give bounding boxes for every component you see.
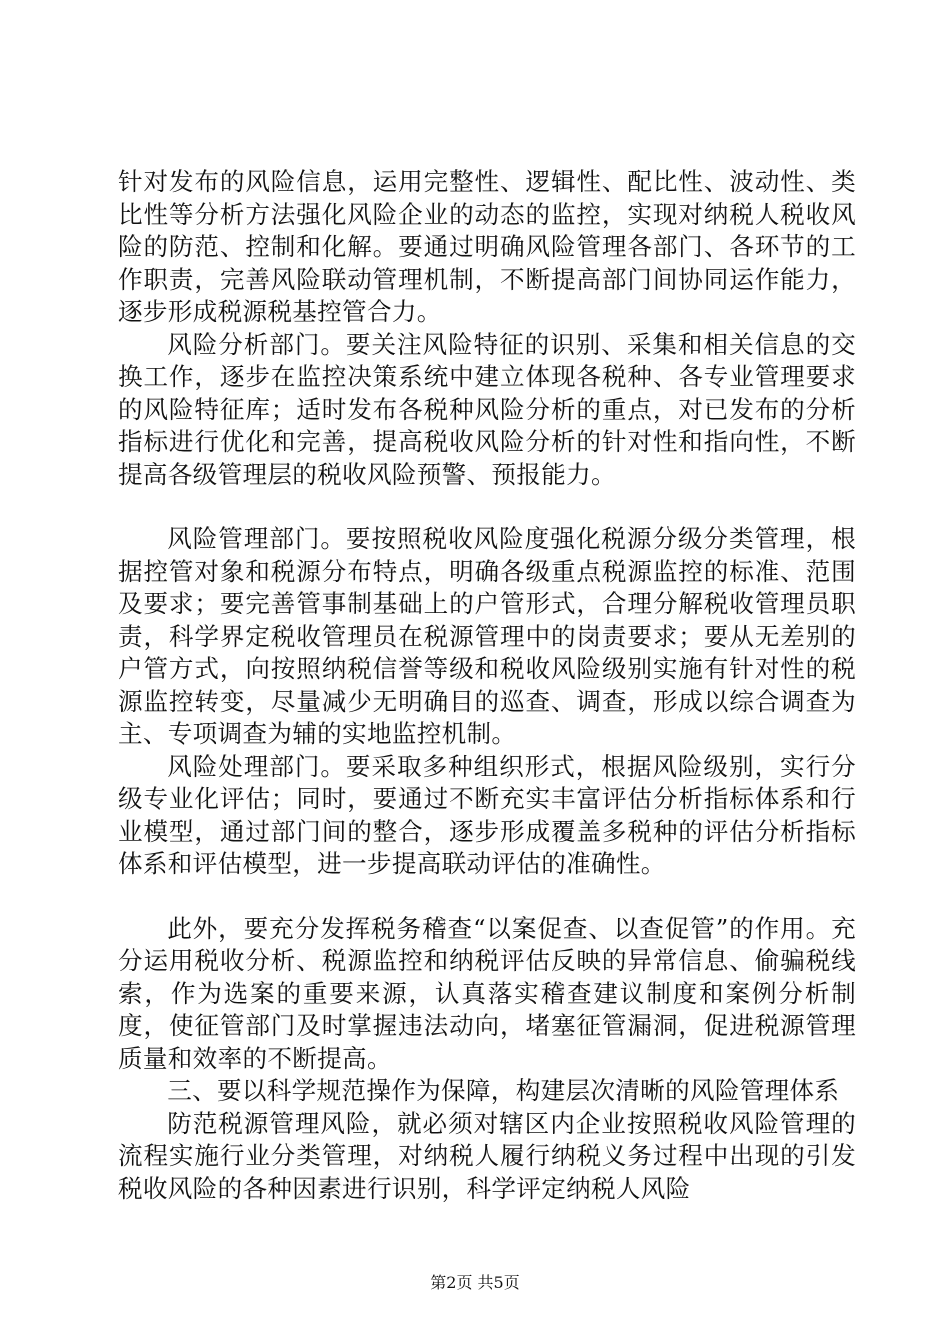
paragraph-prevent-tax-source-risk: 防范税源管理风险，就必须对辖区内企业按照税收风险管理的流程实施行业分类管理，对纳税人履行纳税义务过程中出现的引发税收风险的各种因素进行识别，科学评定纳税人风险 — [118, 1108, 856, 1203]
paragraph-tax-inspection-role: 此外，要充分发挥税务稽查“以案促查、以查促管”的作用。充分运用税收分析、税源监控和纳税评估反映的异常信息、偷骗税线索，作为选案的重要来源，认真落实稽查建议制度和案例分析制度，使征管部门及时掌握违法动向，堵塞征管漏洞，促进税源管理质量和效率的不断提高。 — [118, 913, 856, 1073]
paragraph-risk-processing-department: 风险处理部门。要采取多种组织形式，根据风险级别，实行分级专业化评估；同时，要通过不断充实丰富评估分析指标体系和行业模型，通过部门间的整合，逐步形成覆盖多税种的评估分析指标体系和评估模型，进一步提高联动评估的准确性。 — [118, 751, 856, 878]
section-heading-three: 三、要以科学规范操作为保障，构建层次清晰的风险管理体系 — [167, 1076, 840, 1105]
paragraph-risk-analysis-department: 风险分析部门。要关注风险特征的识别、采集和相关信息的交换工作，逐步在监控决策系统中建立体现各税种、各专业管理要求的风险特征库；适时发布各税种风险分析的重点，对已发布的分析指标进行优化和完善，提高税收风险分析的针对性和指向性，不断提高各级管理层的税收风险预警、预报能力。 — [118, 329, 856, 489]
paragraph-risk-management-department: 风险管理部门。要按照税收风险度强化税源分级分类管理，根据控管对象和税源分布特点，明确各级重点税源监控的标准、范围及要求；要完善管事制基础上的户管形式，合理分解税收管理员职责，科学界定税收管理员在税源管理中的岗责要求；要从无差别的户管方式，向按照纳税信誉等级和税收风险级别实施有针对性的税源监控转变，尽量减少无明确目的巡查、调查，形成以综合调查为主、专项调查为辅的实地监控机制。 — [118, 524, 856, 748]
page-number-footer: 第2页 共5页 — [430, 1273, 520, 1292]
document-body — [118, 166, 856, 1205]
paragraph-risk-info-monitoring: 针对发布的风险信息，运用完整性、逻辑性、配比性、波动性、类比性等分析方法强化风险企业的动态的监控，实现对纳税人税收风险的防范、控制和化解。要通过明确风险管理各部门、各环节的工作职责，完善风险联动管理机制，不断提高部门间协同运作能力，逐步形成税源税基控管合力。 — [118, 167, 856, 326]
